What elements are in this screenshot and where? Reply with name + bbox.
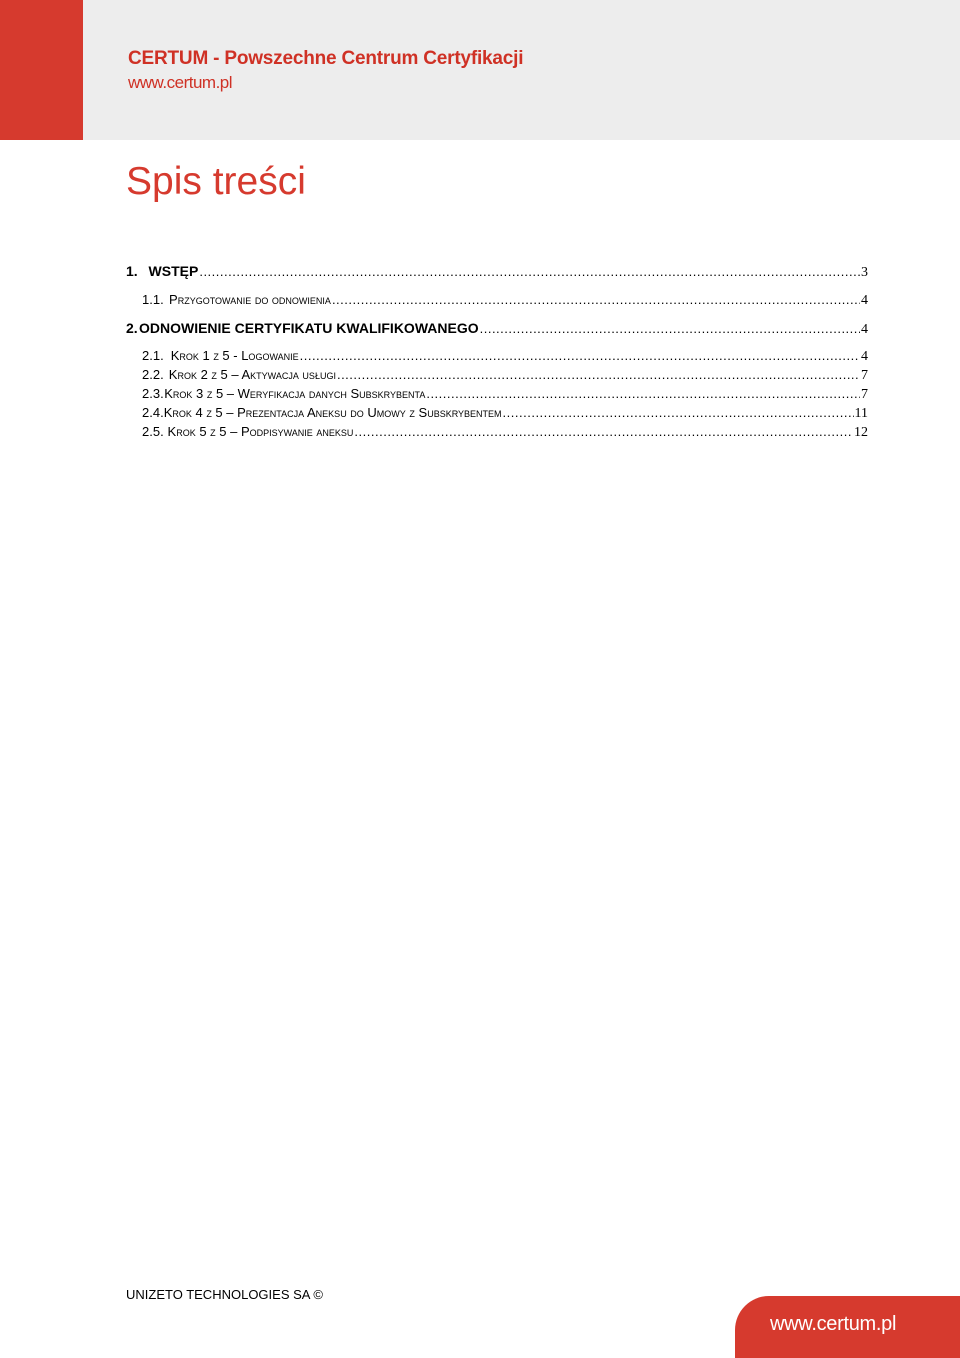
toc-entry[interactable]	[126, 263, 868, 281]
toc-entry-number: 2.3.	[142, 386, 164, 401]
toc-leader-dots	[480, 321, 860, 336]
toc-entry[interactable]	[142, 424, 868, 441]
header-band	[0, 0, 960, 140]
toc-entry-page: 3	[861, 265, 868, 280]
toc-entry-page: 11	[854, 406, 868, 421]
toc-entry-page: 7	[861, 387, 868, 402]
toc-entry-number: 1.1.	[142, 292, 164, 307]
toc-leader-dots	[332, 292, 860, 307]
toc-leader-dots	[300, 348, 860, 363]
toc-entry-text: Krok 5 z 5 – Podpisywanie aneksu	[167, 424, 354, 439]
toc-entry-page: 4	[861, 293, 868, 308]
toc-entry-text: WSTĘP	[148, 263, 199, 279]
toc-entry[interactable]	[142, 386, 868, 403]
toc-entry[interactable]	[142, 405, 868, 422]
company-url: www.certum.pl	[128, 73, 233, 92]
toc-entry-text: Krok 2 z 5 – Aktywacja usługi	[168, 367, 336, 382]
toc-entry[interactable]	[142, 292, 868, 309]
toc-entry-text: Krok 3 z 5 – Weryfikacja danych Subskrybenta	[164, 386, 426, 401]
footer-company: UNIZETO TECHNOLOGIES SA ©	[126, 1287, 323, 1302]
toc-title: Spis treści	[126, 160, 306, 203]
footer-url: www.certum.pl	[770, 1313, 897, 1335]
toc-entry-text: Przygotowanie do odnowienia	[169, 292, 331, 307]
toc-entry[interactable]	[142, 348, 868, 365]
toc-entry-number: 2.1.	[142, 348, 164, 363]
toc-entry-text: Krok 1 z 5 - Logowanie	[170, 348, 299, 363]
toc-entry-text: ODNOWIENIE CERTYFIKATU KWALIFIKOWANEGO	[138, 320, 479, 336]
toc-entry-page: 4	[861, 322, 868, 337]
company-name: CERTUM - Powszechne Centrum Certyfikacji	[128, 48, 524, 69]
toc-leader-dots	[354, 424, 853, 439]
toc-entry-page: 7	[861, 368, 868, 383]
toc-entry-number: 2.5.	[142, 424, 164, 439]
toc-entry-number: 2.	[126, 320, 138, 336]
toc-entry-number: 2.2.	[142, 367, 164, 382]
header-red-block	[0, 0, 83, 140]
toc-leader-dots	[199, 264, 860, 279]
toc-entry-page: 4	[861, 349, 868, 364]
toc-leader-dots	[503, 405, 854, 420]
toc-leader-dots	[426, 386, 860, 401]
toc-entry-number: 2.4.	[142, 405, 164, 420]
toc-entry[interactable]	[126, 320, 868, 338]
toc-entry-text: Krok 4 z 5 – Prezentacja Aneksu do Umowy z Subskrybentem	[163, 405, 502, 420]
toc-entry[interactable]	[142, 367, 868, 384]
toc-entry-number: 1.	[126, 263, 138, 279]
toc-leader-dots	[337, 367, 860, 382]
toc-entry-page: 12	[854, 425, 868, 440]
